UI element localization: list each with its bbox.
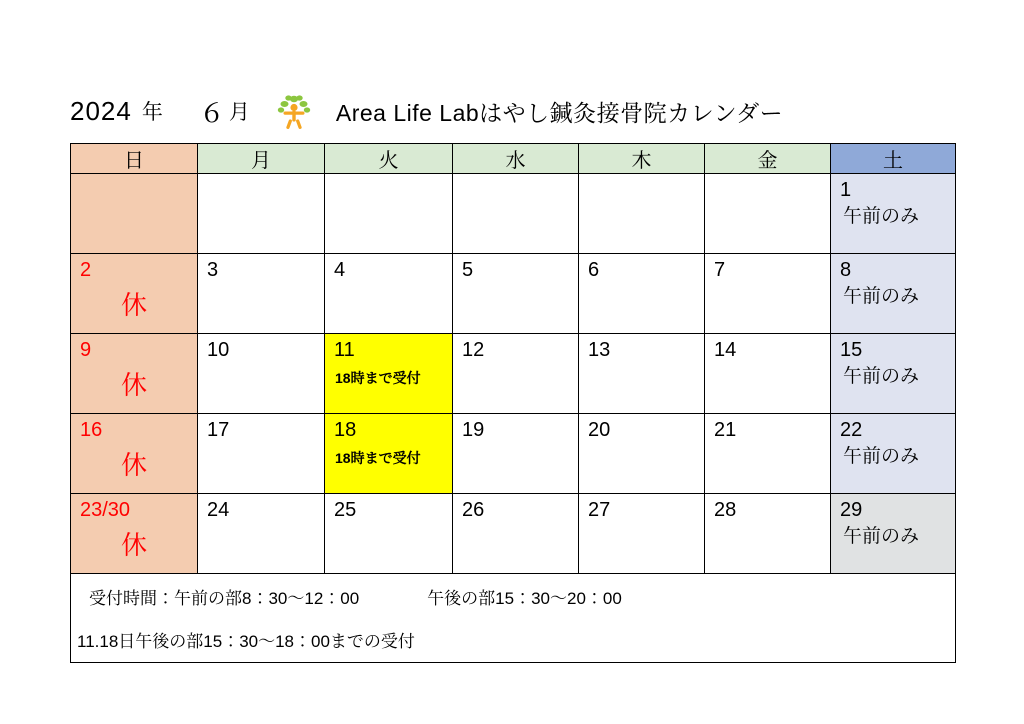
calendar-cell[interactable] xyxy=(325,494,453,574)
calendar-cell[interactable] xyxy=(705,414,831,494)
day-number: 21 xyxy=(714,419,737,441)
calendar-cell[interactable] xyxy=(198,494,325,574)
header-monday: 月 xyxy=(198,144,325,174)
day-number: 11 xyxy=(334,339,355,361)
title-main-text: Area Life Labはやし鍼灸接骨院カレンダー xyxy=(335,99,784,126)
day-note: 午前のみ xyxy=(843,206,920,227)
day-number xyxy=(579,174,704,179)
day-note: 18時まで受付 xyxy=(335,450,421,466)
day-number: 27 xyxy=(588,499,611,521)
calendar-cell[interactable] xyxy=(71,174,198,254)
calendar-week-row xyxy=(71,174,956,254)
day-number: 14 xyxy=(714,339,737,361)
day-note: 午前のみ xyxy=(843,366,920,387)
day-note-rest: 休 xyxy=(120,530,147,560)
day-number: 15 xyxy=(840,339,863,361)
calendar-cell[interactable] xyxy=(198,254,325,334)
calendar-cell[interactable] xyxy=(705,494,831,574)
calendar-cell[interactable] xyxy=(198,334,325,414)
calendar-cell[interactable] xyxy=(71,334,198,414)
day-number: 4 xyxy=(334,259,346,281)
calendar-cell[interactable] xyxy=(325,174,453,254)
day-number: 13 xyxy=(588,339,611,361)
day-number: 2 xyxy=(80,259,92,281)
day-number: 12 xyxy=(462,339,485,361)
day-number: 1 xyxy=(840,179,852,201)
calendar-cell[interactable] xyxy=(579,174,705,254)
day-number: 28 xyxy=(714,499,737,521)
day-number: 24 xyxy=(207,499,230,521)
day-number: 7 xyxy=(714,259,726,281)
calendar-cell[interactable] xyxy=(579,254,705,334)
calendar-cell[interactable] xyxy=(453,254,579,334)
title-year: 2024 xyxy=(70,95,132,126)
header-saturday: 土 xyxy=(831,144,956,174)
day-number: 26 xyxy=(462,499,485,521)
day-number: 20 xyxy=(588,419,611,441)
calendar-cell[interactable] xyxy=(831,254,956,334)
day-note-rest: 休 xyxy=(120,450,147,480)
day-number: 19 xyxy=(462,419,485,441)
calendar-cell[interactable] xyxy=(579,494,705,574)
calendar-cell[interactable] xyxy=(325,254,453,334)
calendar-week-row xyxy=(71,334,956,414)
day-note: 午前のみ xyxy=(843,286,920,307)
day-note: 18時まで受付 xyxy=(335,370,421,386)
special-days-note: 11.18日午後の部15：30〜18：00までの受付 xyxy=(77,632,415,651)
day-note-rest: 休 xyxy=(120,290,147,320)
day-note: 午前のみ xyxy=(843,446,920,467)
header-sunday: 日 xyxy=(71,144,198,174)
title-month-label: 月 xyxy=(228,101,250,124)
day-number: 29 xyxy=(840,499,863,521)
day-number xyxy=(71,174,197,179)
day-number xyxy=(325,174,452,179)
calendar-cell[interactable] xyxy=(579,414,705,494)
calendar-cell[interactable] xyxy=(71,254,198,334)
calendar-cell[interactable] xyxy=(453,414,579,494)
calendar-title xyxy=(70,88,960,134)
calendar-cell[interactable] xyxy=(453,334,579,414)
day-number: 22 xyxy=(840,419,863,441)
header-wednesday: 水 xyxy=(453,144,579,174)
day-number xyxy=(705,174,830,179)
calendar-cell[interactable] xyxy=(71,414,198,494)
calendar-cell[interactable] xyxy=(705,254,831,334)
day-number: 9 xyxy=(80,339,92,361)
calendar-cell[interactable] xyxy=(325,414,453,494)
header-friday: 金 xyxy=(705,144,831,174)
header-tuesday: 火 xyxy=(325,144,453,174)
calendar-cell[interactable] xyxy=(831,174,956,254)
day-number: 16 xyxy=(80,419,103,441)
day-number: 10 xyxy=(207,339,230,361)
title-year-label: 年 xyxy=(141,101,163,124)
footer-notes xyxy=(71,574,956,663)
reception-hours-note: 受付時間：午前の部8：30〜12：00 午後の部15：30〜20：00 xyxy=(89,589,622,608)
day-number: 17 xyxy=(207,419,230,441)
calendar-cell[interactable] xyxy=(579,334,705,414)
day-note: 午前のみ xyxy=(843,526,920,547)
day-number: 18 xyxy=(334,419,357,441)
calendar-cell[interactable] xyxy=(831,414,956,494)
day-number: 6 xyxy=(588,259,600,281)
calendar-body xyxy=(71,174,956,663)
calendar-table xyxy=(70,143,956,663)
calendar-cell[interactable] xyxy=(198,414,325,494)
calendar-cell[interactable] xyxy=(198,174,325,254)
day-number: 23/30 xyxy=(80,499,131,521)
calendar-week-row xyxy=(71,254,956,334)
day-number: 25 xyxy=(334,499,357,521)
day-number: 8 xyxy=(840,259,852,281)
day-number xyxy=(453,174,578,179)
header-thursday: 木 xyxy=(579,144,705,174)
calendar-cell[interactable] xyxy=(453,174,579,254)
tree-person-icon xyxy=(274,91,314,131)
calendar-week-row xyxy=(71,414,956,494)
calendar-cell[interactable] xyxy=(453,494,579,574)
calendar-cell[interactable] xyxy=(705,334,831,414)
calendar-header-row xyxy=(71,144,956,174)
day-number: 3 xyxy=(207,259,219,281)
calendar-cell[interactable] xyxy=(705,174,831,254)
title-month: ６ xyxy=(198,97,225,128)
calendar-cell[interactable] xyxy=(831,494,956,574)
day-number: 5 xyxy=(462,259,474,281)
calendar-footer-row xyxy=(71,574,956,663)
day-note-rest: 休 xyxy=(120,370,147,400)
calendar-cell[interactable] xyxy=(71,494,198,574)
calendar-cell[interactable] xyxy=(831,334,956,414)
day-number xyxy=(198,174,324,179)
calendar-cell[interactable] xyxy=(325,334,453,414)
calendar-week-row xyxy=(71,494,956,574)
